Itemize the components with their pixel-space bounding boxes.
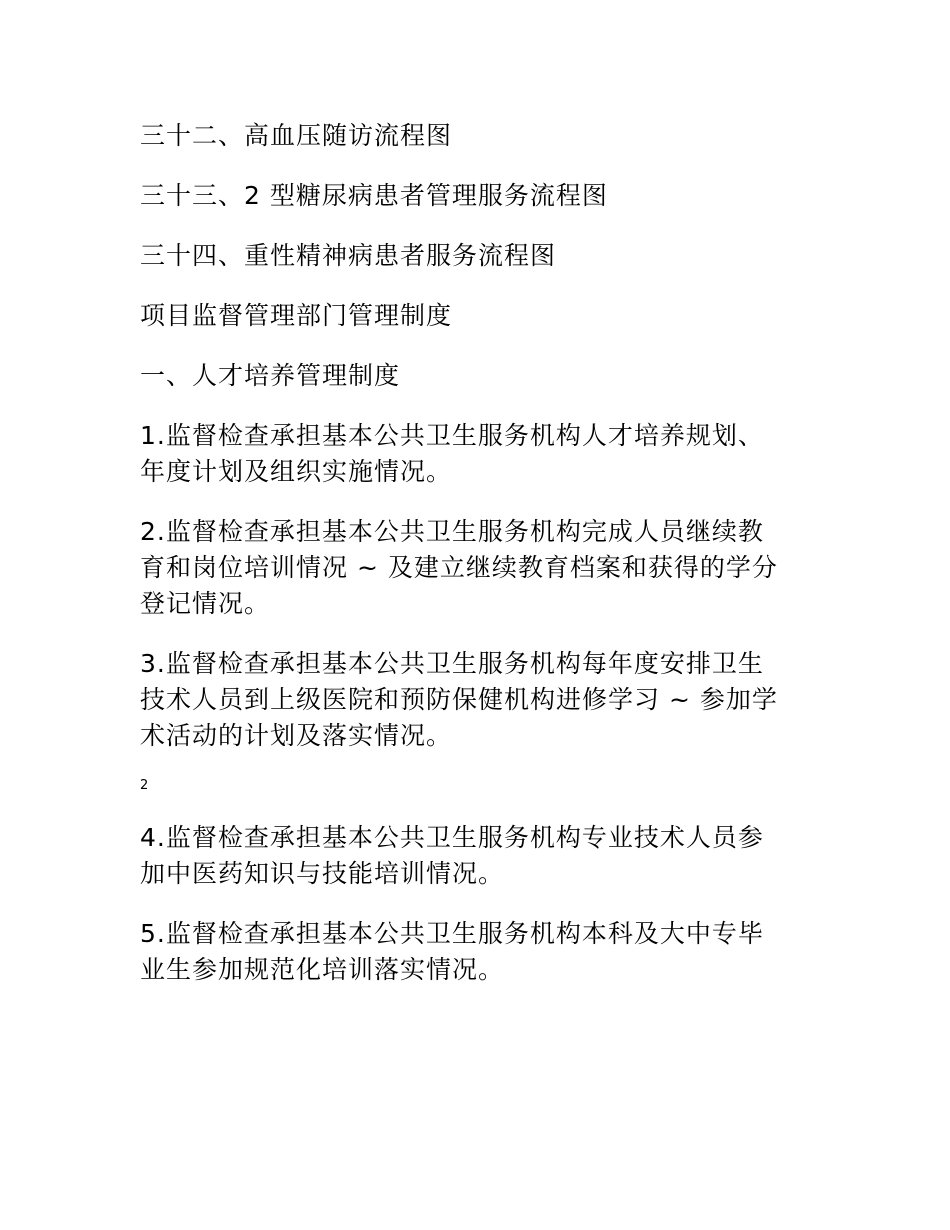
paragraph-line: 加中医药知识与技能培训情况。 xyxy=(140,859,505,888)
heading-34: 三十四、重性精神病患者服务流程图 xyxy=(140,241,557,270)
paragraph-1 xyxy=(140,418,820,490)
paragraph-3 xyxy=(140,646,820,754)
heading-32: 三十二、高血压随访流程图 xyxy=(140,121,453,150)
paragraph-line: 术活动的计划及落实情况。 xyxy=(140,721,453,750)
paragraph-line: 4.监督检查承担基本公共卫生服务机构专业技术人员参 xyxy=(140,823,764,852)
subsection-title: 一、人才培养管理制度 xyxy=(140,361,401,390)
paragraph-line: 2.监督检查承担基本公共卫生服务机构完成人员继续教 xyxy=(140,517,764,546)
paragraph-line: 5.监督检查承担基本公共卫生服务机构本科及大中专毕 xyxy=(140,919,764,948)
section-title: 项目监督管理部门管理制度 xyxy=(140,301,453,330)
document-body xyxy=(140,118,820,1012)
page-number: 2 xyxy=(140,778,149,793)
paragraph-line: 登记情况。 xyxy=(140,589,271,618)
paragraph-line: 1.监督检查承担基本公共卫生服务机构人才培养规划、 xyxy=(140,421,764,450)
paragraph-2 xyxy=(140,514,820,622)
paragraph-line: 育和岗位培训情况 ~ 及建立继续教育档案和获得的学分 xyxy=(140,553,778,582)
heading-33: 三十三、2 型糖尿病患者管理服务流程图 xyxy=(140,181,608,210)
paragraph-line: 年度计划及组织实施情况。 xyxy=(140,457,453,486)
paragraph-line: 业生参加规范化培训落实情况。 xyxy=(140,955,505,984)
paragraph-line: 3.监督检查承担基本公共卫生服务机构每年度安排卫生 xyxy=(140,649,764,678)
paragraph-5 xyxy=(140,916,820,988)
paragraph-line: 技术人员到上级医院和预防保健机构进修学习 ~ 参加学 xyxy=(140,685,778,714)
paragraph-4 xyxy=(140,820,820,892)
